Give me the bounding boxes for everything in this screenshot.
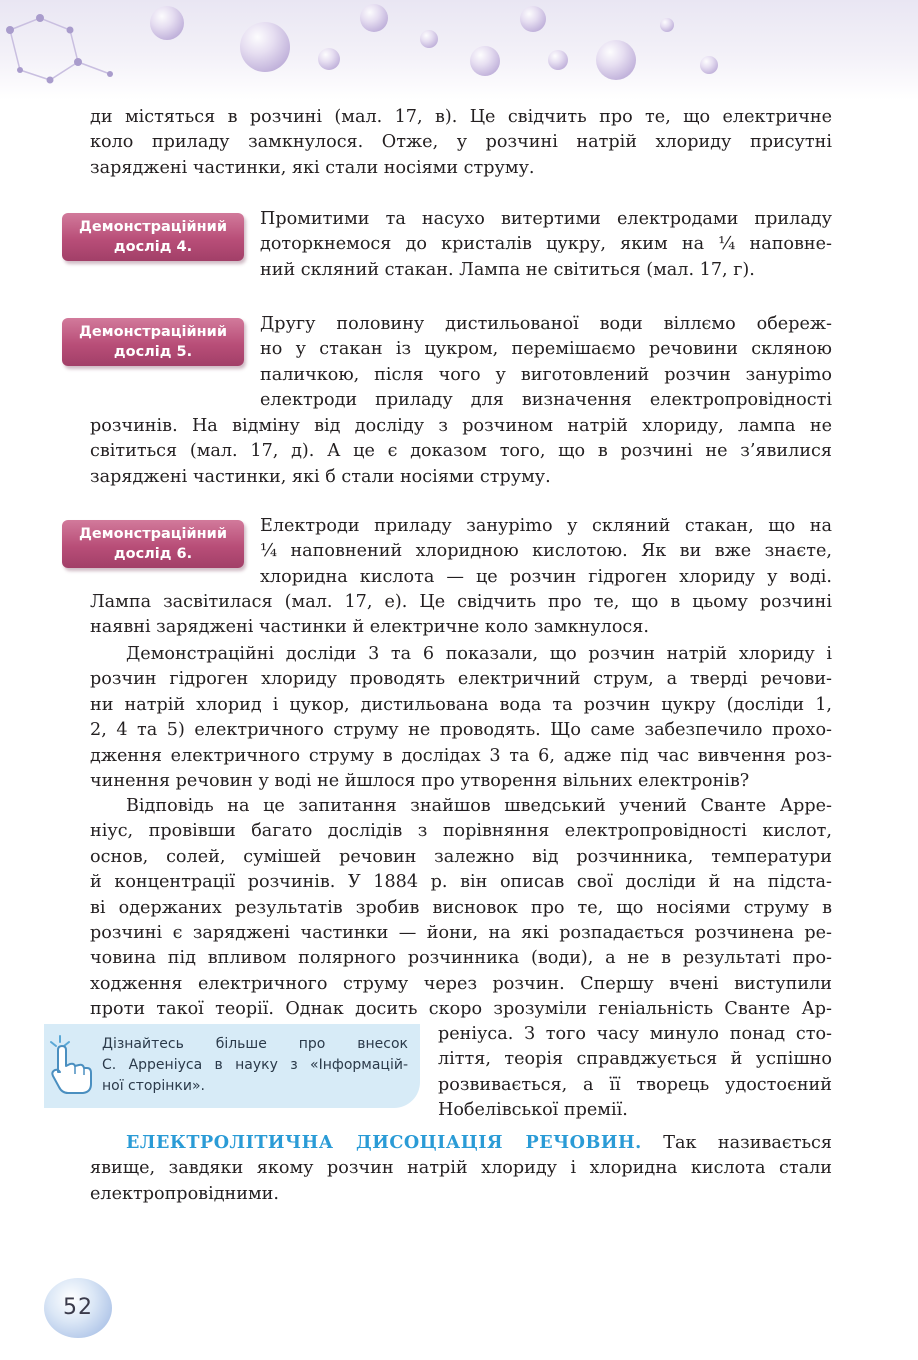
bubble-decoration	[520, 6, 546, 32]
text-segment: Так називається	[641, 1133, 832, 1153]
demo-label-line: дослід 4.	[113, 239, 193, 255]
demo6-text-beside	[260, 514, 832, 590]
text-line: човина під впливом полярного розчинника (води), а не в результаті про-	[90, 948, 832, 969]
text-line: С. Арреніуса в науку з «Інформацій-	[102, 1057, 408, 1073]
text-line: ни натрій хлорид і цукор, дистильована вода та розчин цукру (досліди 1,	[90, 694, 832, 715]
paragraph-dissociation	[90, 1130, 832, 1207]
demo-label-line: дослід 5.	[113, 344, 193, 360]
bubble-decoration	[240, 22, 290, 72]
demo-label-6	[62, 520, 244, 568]
text-line: проти такої теорії. Однак досить скоро зрозуміли геніальність Сванте Ар-	[90, 999, 832, 1020]
text-line: но у стакан із цукром, перемішаємо речовини скляною	[260, 339, 832, 360]
text-line: розчин гідроген хлориду проводять електричний струм, а тверді речови-	[90, 669, 832, 690]
paragraph-arrhenius	[90, 794, 832, 1023]
text-line: розвивається, а її творець удостоєний	[438, 1074, 832, 1095]
bubble-decoration	[700, 56, 718, 74]
demo6-text-full	[90, 590, 832, 641]
demo4-text	[260, 207, 832, 283]
text-line: Відповідь на це запитання знайшов шведський учений Сванте Арре-	[126, 796, 832, 816]
text-line: явище, завдяки якому розчин натрій хлориду і хлоридна кислота стали	[90, 1158, 832, 1179]
bubble-decoration	[596, 40, 636, 80]
text-line: Промитими та насухо витертими електродами приладу	[260, 209, 832, 229]
text-line: основ, солей, сумішей речовин залежно від розчинника, температури	[90, 846, 832, 867]
paragraph-arrhenius-beside-box	[438, 1022, 832, 1124]
page-number: 52	[44, 1278, 112, 1338]
bubble-decoration	[360, 4, 388, 32]
text-line: розчинів. На відміну від досліду з розчином натрій хлориду, лампа не	[90, 416, 832, 436]
text-line: ніус, провівши багато дослідів з порівняння електропровідності кислот,	[90, 821, 832, 842]
text-line: ди містяться в розчині (мал. 17, в). Це свідчить про те, що електричне	[90, 107, 832, 127]
text-line: Другу половину дистильованої води віллємо обереж-	[260, 314, 832, 334]
text-line: заряджені частинки, які стали носіями струму.	[90, 157, 535, 178]
text-line: електроди приладу для визначення електропровідності	[260, 390, 832, 411]
demo-label-line: Демонстраційний	[79, 219, 227, 235]
paragraph-demos-3-6	[90, 642, 832, 794]
demo-label-line: Демонстраційний	[79, 526, 227, 542]
bubble-decoration	[150, 6, 184, 40]
text-line: 2, 4 та 5) електричного струму не проводять. Що саме забезпечило прохо-	[90, 720, 832, 741]
text-line: Дізнайтесь більше про внесок	[102, 1036, 408, 1052]
demo-label-line: Демонстраційний	[79, 324, 227, 340]
text-line: розчині є заряджені частинки — йони, на які розпадається розчинена ре-	[90, 923, 832, 944]
text-line: ліття, теорія справджується й успішно	[438, 1049, 832, 1070]
text-line: коло приладу замкнулося. Отже, у розчині натрій хлориду присутні	[90, 132, 832, 153]
text-line: дження електричного струму в дослідах 3 та 6, адже під час вивчення роз-	[90, 745, 832, 766]
text-line: Демонстраційні досліди 3 та 6 показали, що розчин натрій хлориду і	[126, 644, 832, 664]
text-line: наявні заряджені частинки й електричне коло замкнулося.	[90, 617, 649, 638]
demo-label-5	[62, 318, 244, 366]
text-line: заряджені частинки, які б стали носіями струму.	[90, 466, 551, 487]
bubble-decoration	[660, 18, 674, 32]
text-line: хлоридна кислота — це розчин гідроген хлориду у воді.	[260, 566, 832, 587]
demo-label-4	[62, 213, 244, 261]
bubble-decoration	[420, 30, 438, 48]
text-line: електропровідними.	[90, 1183, 279, 1204]
info-callout-text	[102, 1034, 408, 1097]
text-line: ної сторінки».	[102, 1078, 205, 1094]
bubble-decoration	[548, 50, 568, 70]
bubble-decoration	[470, 46, 500, 76]
demo5-text-beside	[260, 312, 832, 414]
text-line: Нобелівської премії.	[438, 1100, 628, 1121]
text-line: Лампа засвітилася (мал. 17, е). Це свідчить про те, що в цьому розчині	[90, 592, 832, 612]
demo-label-line: дослід 6.	[113, 546, 193, 562]
demo5-text-full	[90, 414, 832, 490]
text-line: ний скляний стакан. Лампа не світиться (мал. 17, г).	[260, 259, 755, 280]
text-line: й концентрації розчинів. У 1884 р. він описав свої досліди й на підста-	[90, 872, 832, 893]
molecule-decoration-icon	[0, 0, 918, 100]
term-highlight: ЕЛЕКТРОЛІТИЧНА ДИСОЦІАЦІЯ РЕЧОВИН.	[126, 1132, 642, 1153]
text-line: паличкою, після чого у виготовлений розчин занурimo	[260, 364, 832, 385]
text-line: ходження електричного струму через розчин. Спершу вчені виступили	[90, 973, 832, 994]
info-callout-box	[44, 1024, 420, 1108]
paragraph-top	[90, 105, 832, 181]
text-line: доторкнемося до кристалів цукру, яким на ¼ наповне-	[260, 234, 832, 255]
pointing-hand-icon	[48, 1030, 94, 1096]
text-line: ві одержаних результатів зробив висновок про те, що носіями струму в	[90, 897, 832, 918]
text-line: реніуса. З того часу минуло понад сто-	[438, 1024, 832, 1044]
decorative-header	[0, 0, 918, 100]
bubble-decoration	[318, 48, 340, 70]
text-line: чинення речовин у воді не йшлося про утворення вільних електронів?	[90, 771, 750, 792]
text-line: ¼ наповнений хлоридною кислотою. Як ви вже знаєте,	[260, 541, 832, 562]
text-line: світиться (мал. 17, д). А це є доказом того, що в розчині не з’явилися	[90, 441, 832, 462]
text-line	[90, 1130, 832, 1156]
text-line: Електроди приладу занурimo у скляний стакан, що на	[260, 516, 832, 536]
